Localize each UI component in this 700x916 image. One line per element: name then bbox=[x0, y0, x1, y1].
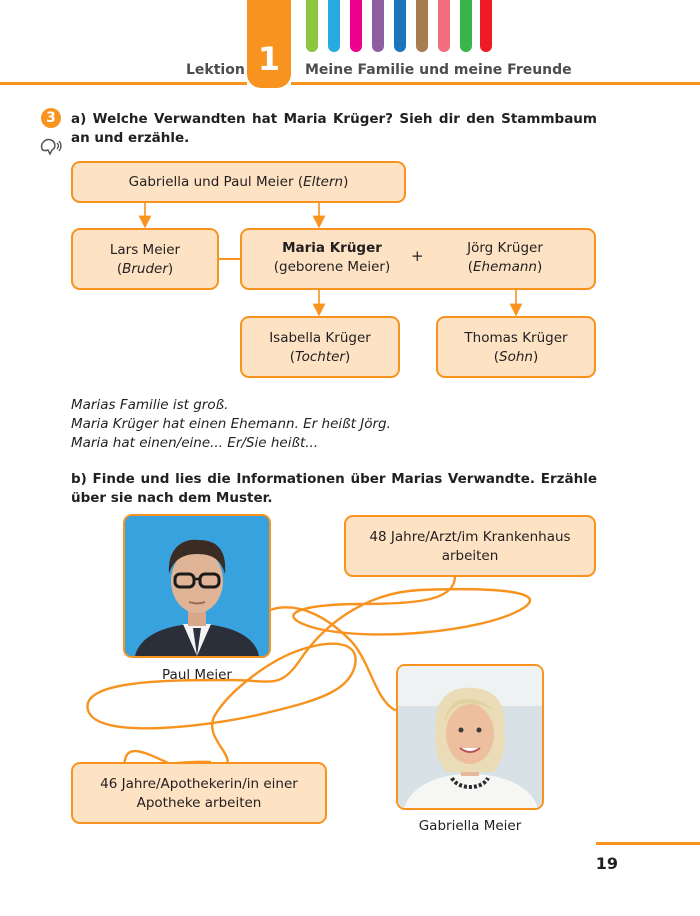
info-box-gabriella: 46 Jahre/Apothekerin/in einer Apotheke arbeiten bbox=[71, 762, 327, 824]
son-box: Thomas Krüger (Sohn) bbox=[436, 316, 596, 378]
maria-name: Maria Krüger bbox=[282, 240, 382, 256]
task-a-instruction: a) Welche Verwandten hat Maria Krüger? Sieh dir den Stammbaum an und erzähle. bbox=[71, 111, 597, 146]
lektion-label: Lektion bbox=[186, 62, 245, 78]
son-role: Sohn bbox=[499, 349, 533, 365]
parents-box: Gabriella und Paul Meier (Eltern) bbox=[71, 161, 406, 203]
caption-paul-meier: Paul Meier bbox=[162, 667, 232, 683]
husband-entry: Jörg Krüger (Ehemann) bbox=[430, 239, 580, 277]
photo-paul-meier bbox=[123, 514, 271, 658]
man-portrait-icon bbox=[125, 516, 269, 656]
parents-role: Eltern bbox=[303, 174, 344, 190]
brother-role: Bruder bbox=[122, 261, 168, 277]
plus-sign: + bbox=[411, 247, 424, 265]
husband-role: Ehemann bbox=[473, 259, 537, 275]
lektion-number: 1 bbox=[247, 0, 291, 88]
brother-name: Lars Meier bbox=[109, 242, 181, 258]
parents-name: Gabriella und Paul Meier bbox=[128, 174, 294, 190]
maria-maiden-name: (geborene Meier) bbox=[273, 259, 391, 275]
woman-portrait-icon bbox=[398, 666, 542, 808]
sample-line: Maria Krüger hat einen Ehemann. Er heißt Jörg. bbox=[71, 416, 391, 432]
footer-line bbox=[596, 842, 700, 845]
caption-gabriella-meier: Gabriella Meier bbox=[418, 818, 522, 834]
husband-name: Jörg Krüger bbox=[467, 240, 543, 256]
photo-gabriella-meier bbox=[396, 664, 544, 810]
exercise-number-badge: 3 bbox=[41, 108, 61, 128]
page-number: 19 bbox=[595, 854, 618, 873]
daughter-role: Tochter bbox=[295, 349, 345, 365]
brother-box: Lars Meier (Bruder) bbox=[71, 228, 219, 290]
chapter-title: Meine Familie und meine Freunde bbox=[305, 62, 572, 78]
daughter-box: Isabella Krüger (Tochter) bbox=[240, 316, 400, 378]
info-box-paul: 48 Jahre/Arzt/im Krankenhaus arbeiten bbox=[344, 515, 596, 577]
sample-line: Marias Familie ist groß. bbox=[71, 397, 229, 413]
sample-line: Maria hat einen/eine... Er/Sie heißt... bbox=[71, 435, 319, 451]
task-b-instruction: b) Finde und lies die Informationen über Marias Verwandte. Erzähle über sie nach dem Muster. bbox=[71, 471, 597, 506]
son-name: Thomas Krüger bbox=[464, 330, 568, 346]
daughter-name: Isabella Krüger bbox=[269, 330, 371, 346]
